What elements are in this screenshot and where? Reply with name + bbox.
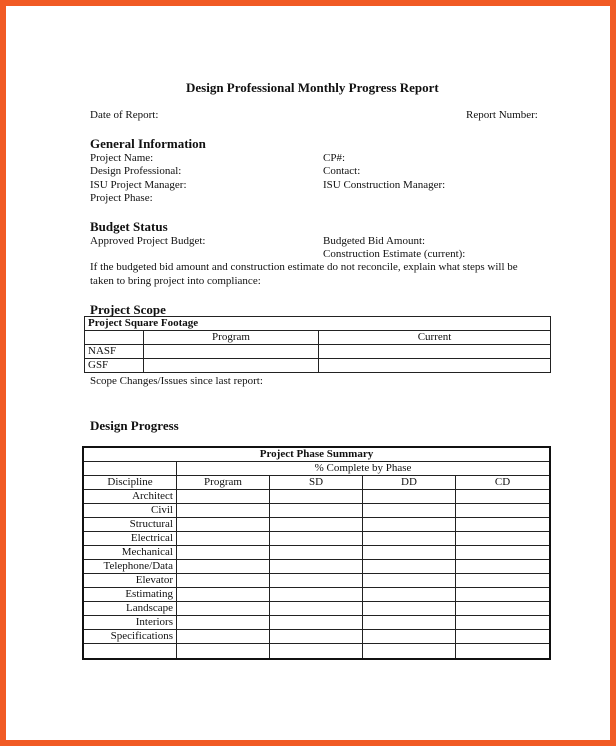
discipline-label: Civil <box>83 504 177 518</box>
report-title: Design Professional Monthly Progress Report <box>186 80 439 95</box>
discipline-row <box>83 574 550 588</box>
construction-estimate-label: Construction Estimate (current): <box>323 248 466 260</box>
table-cell <box>363 532 456 546</box>
discipline-label: Telephone/Data <box>83 560 177 574</box>
table-cell <box>456 504 551 518</box>
contact-label: Contact: <box>323 165 361 177</box>
table-cell <box>363 630 456 644</box>
discipline-row <box>83 616 550 630</box>
table-cell <box>456 490 551 504</box>
discipline-label: Mechanical <box>83 546 177 560</box>
table-cell <box>177 504 270 518</box>
discipline-row <box>83 602 550 616</box>
discipline-label: Electrical <box>83 532 177 546</box>
discipline-row <box>83 532 550 546</box>
budget-note-line2: taken to bring project into compliance: <box>90 275 261 287</box>
report-page <box>6 6 610 740</box>
date-of-report-label: Date of Report: <box>90 109 159 121</box>
general-info-heading: General Information <box>90 136 206 151</box>
discipline-label: Elevator <box>83 574 177 588</box>
table-cell <box>456 574 551 588</box>
table-cell <box>177 602 270 616</box>
table-cell <box>270 644 363 660</box>
table-cell <box>456 546 551 560</box>
table-cell <box>456 630 551 644</box>
table-cell <box>177 518 270 532</box>
table-cell <box>177 644 270 660</box>
table-cell <box>363 602 456 616</box>
table-cell <box>456 518 551 532</box>
table-cell <box>363 560 456 574</box>
table-cell <box>270 490 363 504</box>
table-cell <box>363 504 456 518</box>
table-cell <box>363 574 456 588</box>
table-cell <box>177 574 270 588</box>
phase-header-sd: SD <box>270 476 363 490</box>
design-professional-label: Design Professional: <box>90 165 182 177</box>
phase-header-program: Program <box>177 476 270 490</box>
phase-header-cd: CD <box>456 476 551 490</box>
report-number-label: Report Number: <box>466 109 538 121</box>
table-cell <box>456 532 551 546</box>
table-cell <box>456 644 551 660</box>
table-cell <box>144 359 319 373</box>
budget-status-heading: Budget Status <box>90 219 168 234</box>
table-cell <box>270 588 363 602</box>
col-current: Current <box>319 331 551 345</box>
table-cell <box>363 490 456 504</box>
discipline-row <box>83 504 550 518</box>
table-cell <box>363 588 456 602</box>
table-cell <box>177 616 270 630</box>
discipline-label: Landscape <box>83 602 177 616</box>
table-cell <box>83 644 177 660</box>
table-cell <box>456 560 551 574</box>
discipline-row <box>83 490 550 504</box>
design-progress-heading: Design Progress <box>90 418 179 433</box>
table-cell <box>363 644 456 660</box>
col-program: Program <box>144 331 319 345</box>
table-cell <box>85 331 144 345</box>
table-cell <box>177 532 270 546</box>
discipline-row <box>83 546 550 560</box>
row-nasf: NASF <box>85 345 144 359</box>
project-phase-label: Project Phase: <box>90 192 153 204</box>
table-cell <box>177 560 270 574</box>
table-cell <box>270 602 363 616</box>
table-cell <box>177 490 270 504</box>
table-cell <box>270 518 363 532</box>
discipline-row <box>83 630 550 644</box>
discipline-header: Discipline <box>83 476 177 490</box>
table-cell <box>83 462 177 476</box>
discipline-row <box>83 560 550 574</box>
budgeted-bid-label: Budgeted Bid Amount: <box>323 235 426 247</box>
table-cell <box>319 359 551 373</box>
table-cell <box>270 504 363 518</box>
table-cell <box>177 588 270 602</box>
approved-budget-label: Approved Project Budget: <box>90 235 206 247</box>
square-footage-table <box>84 316 551 373</box>
table-cell <box>177 546 270 560</box>
table-cell <box>319 345 551 359</box>
table-cell <box>270 532 363 546</box>
discipline-label: Architect <box>83 490 177 504</box>
phase-summary-title: Project Phase Summary <box>83 447 550 462</box>
table-cell <box>363 616 456 630</box>
table-cell <box>270 560 363 574</box>
phase-summary-table <box>82 446 551 660</box>
discipline-label: Specifications <box>83 630 177 644</box>
cp-number-label: CP#: <box>323 152 346 164</box>
table-cell <box>177 630 270 644</box>
phase-header-dd: DD <box>363 476 456 490</box>
square-footage-title: Project Square Footage <box>85 317 551 331</box>
table-cell <box>144 345 319 359</box>
pct-complete-header: % Complete by Phase <box>177 462 551 476</box>
discipline-label: Estimating <box>83 588 177 602</box>
project-name-label: Project Name: <box>90 152 154 164</box>
project-scope-heading: Project Scope <box>90 302 166 317</box>
table-cell <box>270 630 363 644</box>
table-cell <box>456 602 551 616</box>
scope-changes-label: Scope Changes/Issues since last report: <box>90 375 263 387</box>
table-cell <box>363 546 456 560</box>
discipline-row <box>83 588 550 602</box>
discipline-label: Structural <box>83 518 177 532</box>
isu-project-manager-label: ISU Project Manager: <box>90 179 187 191</box>
table-cell <box>270 616 363 630</box>
table-cell <box>456 588 551 602</box>
table-cell <box>270 546 363 560</box>
row-gsf: GSF <box>85 359 144 373</box>
table-cell <box>363 518 456 532</box>
discipline-label: Interiors <box>83 616 177 630</box>
budget-note-line1: If the budgeted bid amount and construction estimate do not reconcile, explain what steps will be <box>90 261 518 273</box>
table-cell <box>270 574 363 588</box>
table-cell <box>456 616 551 630</box>
isu-construction-manager-label: ISU Construction Manager: <box>323 179 446 191</box>
discipline-row <box>83 518 550 532</box>
